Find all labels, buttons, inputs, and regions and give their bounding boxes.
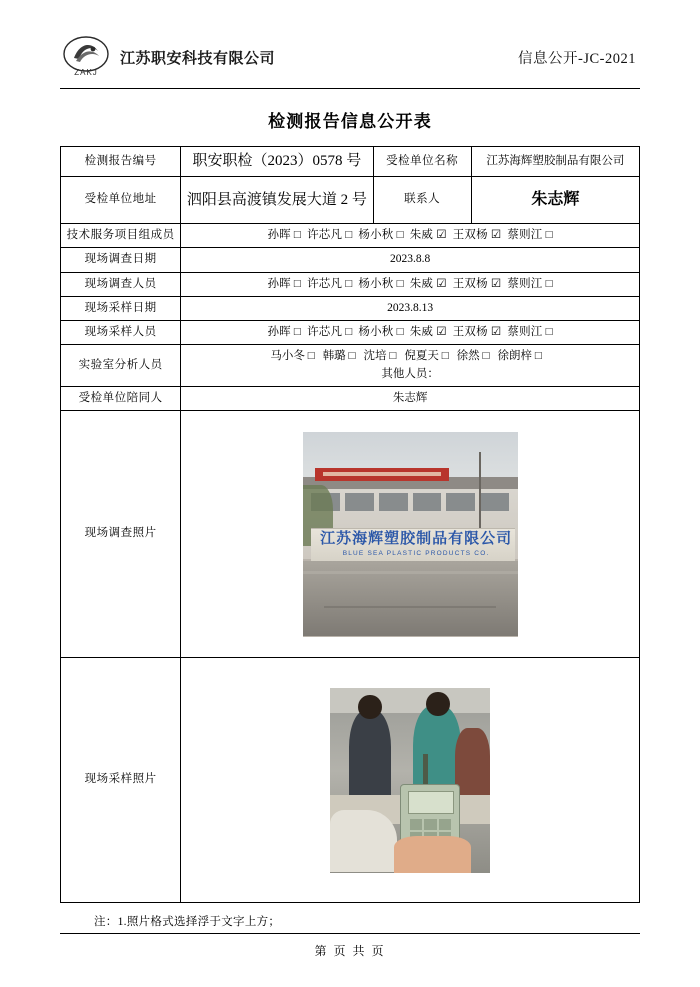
client-value: 江苏海辉塑胶制品有限公司 bbox=[471, 147, 639, 177]
survey-date-label: 现场调查日期 bbox=[61, 248, 181, 272]
lab-staff-list bbox=[185, 348, 635, 365]
person-checkbox[interactable]: 朱威 ☑ bbox=[409, 229, 447, 241]
page-header bbox=[60, 28, 640, 89]
survey-photo-image bbox=[303, 432, 518, 637]
person-checkbox[interactable]: 孙晖 □ bbox=[267, 229, 302, 241]
escort-value: 朱志辉 bbox=[181, 386, 640, 410]
person-checkbox[interactable]: 徐然 □ bbox=[456, 350, 490, 363]
person-checkbox[interactable]: 朱威 ☑ bbox=[409, 326, 447, 338]
company-name: 江苏职安科技有限公司 bbox=[120, 50, 276, 67]
person-checkbox[interactable]: 蔡则江 □ bbox=[507, 326, 553, 338]
person-checkbox[interactable]: 徐朗梓 □ bbox=[497, 350, 542, 363]
person-checkbox[interactable]: 王双杨 ☑ bbox=[452, 229, 502, 241]
sampling-staff bbox=[181, 321, 640, 345]
person-checkbox[interactable]: 许芯凡 □ bbox=[307, 326, 353, 338]
notes-text: 注：1.照片格式选择浮于文字上方； bbox=[94, 916, 281, 928]
person-checkbox[interactable]: 马小冬 □ bbox=[270, 350, 315, 363]
team-label: 技术服务项目组成员 bbox=[61, 224, 181, 248]
table-row bbox=[61, 386, 640, 410]
lab-staff bbox=[181, 345, 640, 387]
lab-other-label: 其他人员： bbox=[381, 367, 439, 380]
sampling-date-label: 现场采样日期 bbox=[61, 296, 181, 320]
factory-sign bbox=[311, 528, 515, 563]
person-checkbox[interactable]: 孙晖 □ bbox=[267, 326, 302, 338]
sampling-staff-label: 现场采样人员 bbox=[61, 321, 181, 345]
survey-staff-label: 现场调查人员 bbox=[61, 272, 181, 296]
survey-date-value: 2023.8.8 bbox=[181, 248, 640, 272]
table-row bbox=[61, 272, 640, 296]
page-footer: 第 页 共 页 bbox=[60, 933, 640, 959]
table-row bbox=[61, 248, 640, 272]
table-row bbox=[61, 224, 640, 248]
header-left bbox=[60, 34, 275, 80]
person-checkbox[interactable]: 沈培 □ bbox=[363, 350, 397, 363]
person-checkbox[interactable]: 杨小秋 □ bbox=[358, 229, 404, 241]
page-title: 检测报告信息公开表 bbox=[268, 112, 432, 131]
report-no-label: 检测报告编号 bbox=[61, 147, 181, 177]
photo-sampling-cell bbox=[181, 658, 640, 903]
factory-sign-cn: 江苏海辉塑胶制品有限公司 bbox=[320, 530, 513, 547]
report-info-table bbox=[60, 146, 640, 903]
contact-value: 朱志辉 bbox=[471, 176, 639, 224]
survey-staff bbox=[181, 272, 640, 296]
client-label: 受检单位名称 bbox=[373, 147, 471, 177]
photo-survey-cell bbox=[181, 411, 640, 658]
person-checkbox[interactable]: 蔡则江 □ bbox=[507, 229, 553, 241]
svg-text:ZAKJ: ZAKJ bbox=[74, 68, 98, 77]
person-checkbox[interactable]: 倪夏天 □ bbox=[404, 350, 449, 363]
escort-label: 受检单位陪同人 bbox=[61, 386, 181, 410]
table-row bbox=[61, 345, 640, 387]
table-row-photo-sampling bbox=[61, 658, 640, 903]
person-checkbox[interactable]: 王双杨 ☑ bbox=[452, 326, 502, 338]
address-label: 受检单位地址 bbox=[61, 176, 181, 224]
factory-sign-en: BLUE SEA PLASTIC PRODUCTS CO. bbox=[342, 549, 490, 557]
photo-survey-label: 现场调查照片 bbox=[61, 411, 181, 658]
table-row bbox=[61, 176, 640, 224]
table-row bbox=[61, 321, 640, 345]
person-checkbox[interactable]: 王双杨 ☑ bbox=[452, 277, 502, 290]
lab-staff-label: 实验室分析人员 bbox=[61, 345, 181, 387]
person-checkbox[interactable]: 杨小秋 □ bbox=[358, 326, 404, 338]
report-no-value: 职安职检（2023）0578 号 bbox=[181, 147, 373, 177]
person-checkbox[interactable]: 孙晖 □ bbox=[267, 277, 302, 290]
team-members bbox=[181, 224, 640, 248]
document-code: 信息公开-JC-2021 bbox=[518, 50, 636, 67]
table-row bbox=[61, 147, 640, 177]
person-checkbox[interactable]: 蔡则江 □ bbox=[507, 277, 553, 290]
person-checkbox[interactable]: 许芯凡 □ bbox=[307, 229, 353, 241]
table-row-photo-survey bbox=[61, 411, 640, 658]
person-checkbox[interactable]: 杨小秋 □ bbox=[358, 277, 404, 290]
table-row bbox=[61, 296, 640, 320]
person-checkbox[interactable]: 许芯凡 □ bbox=[307, 277, 353, 290]
person-checkbox[interactable]: 韩璐 □ bbox=[322, 350, 356, 363]
sampling-date-value: 2023.8.13 bbox=[181, 296, 640, 320]
company-logo-icon bbox=[60, 34, 112, 80]
contact-label: 联系人 bbox=[373, 176, 471, 224]
person-checkbox[interactable]: 朱威 ☑ bbox=[409, 277, 447, 290]
sampling-photo-image bbox=[330, 688, 490, 873]
photo-sampling-label: 现场采样照片 bbox=[61, 658, 181, 903]
address-value: 泗阳县高渡镇发展大道 2 号 bbox=[181, 176, 373, 224]
